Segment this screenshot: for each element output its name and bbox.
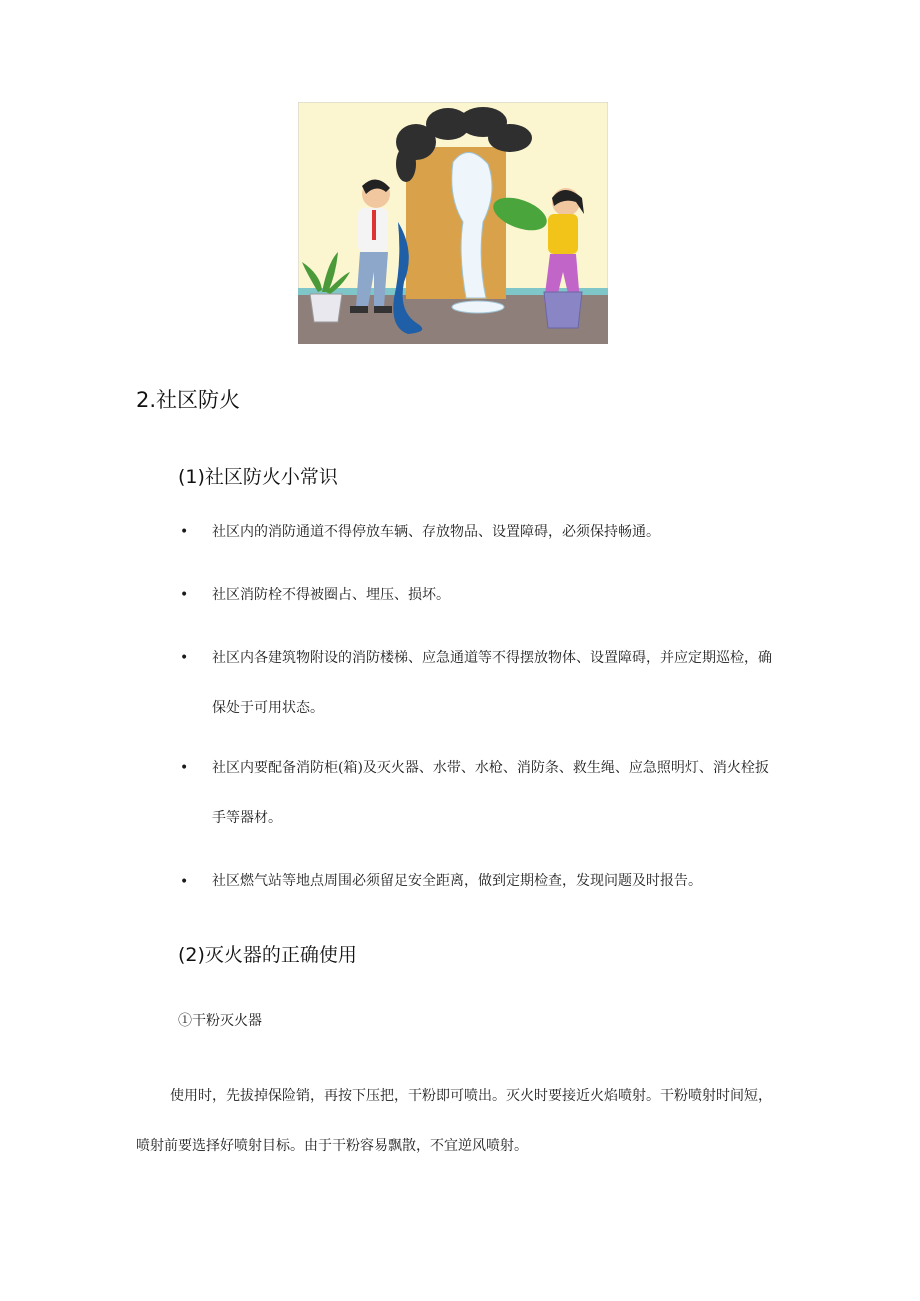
bullet-icon: • <box>180 524 189 540</box>
subsection-heading-extinguisher: (2)灭火器的正确使用 <box>178 944 357 966</box>
list-item-text: 社区燃气站等地点周围必须留足安全距离，做到定期检查，发现问题及时报告。 <box>212 873 702 889</box>
subsection-heading-fire-tips: (1)社区防火小常识 <box>178 466 338 488</box>
bullet-icon: • <box>180 587 189 603</box>
bullet-icon: • <box>180 874 189 890</box>
list-item-text: 社区内要配备消防柜(箱)及灭火器、水带、水枪、消防条、救生绳、应急照明灯、消火栓扳手等器材。 <box>212 760 769 826</box>
fire-extinguishing-illustration <box>298 102 608 344</box>
bullet-icon: • <box>180 760 189 776</box>
extinguisher-type-title: ①干粉灭火器 <box>178 1013 262 1029</box>
list-item-text: 社区内各建筑物附设的消防楼梯、应急通道等不得摆放物体、设置障碍，并应定期巡检，确保处于可用状态。 <box>212 650 772 716</box>
section-heading: 2.社区防火 <box>136 388 241 412</box>
list-item-text: 社区内的消防通道不得停放车辆、存放物品、设置障碍，必须保持畅通。 <box>212 524 660 540</box>
bullet-icon: • <box>180 650 189 666</box>
usage-paragraph: 使用时，先拔掉保险销，再按下压把，干粉即可喷出。灭火时要接近火焰喷射。干粉喷射时间短，喷射前要选择好喷射目标。由于干粉容易飘散，不宜逆风喷射。 <box>136 1088 772 1154</box>
list-item-text: 社区消防栓不得被圈占、埋压、损坏。 <box>212 587 450 603</box>
